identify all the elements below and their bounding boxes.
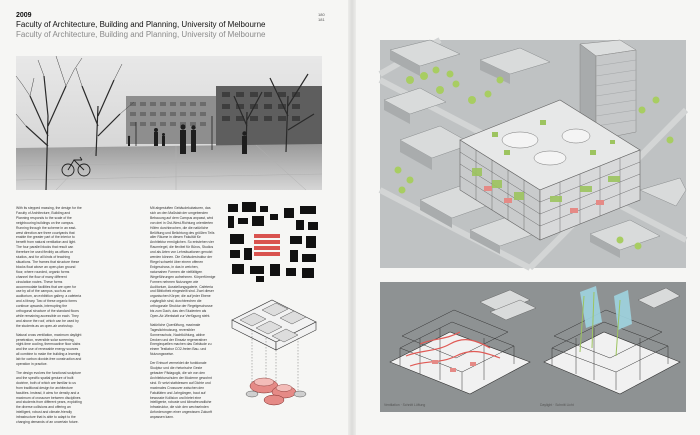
page-numbers — [318, 12, 325, 22]
body-de-paragraph: Natürliche Querlüftung, maximale Tageslichtnutzung, reversibler Sonnenschutz, Nachtkühlung, aktive Decken und der Einsatz regenerativer Energiequellen machen das Gebäude zu einem Testlabor CO2-freien Bau- und Nutzungsweise. — [150, 322, 212, 357]
section-diagrams — [380, 282, 686, 412]
body-de-paragraph: Der Entwurf vermeidet die funktionale Skulptur und die rhetorische Geste gebauter Pädagogik, die wir von den Architekturschulen der Moderne gewohnt sind. Er setzt stattdessen auf Dichte und maximales Crossover zwischen den Fakultäten und Jahrgängen, baut auf bewusste Kollision und bietet eine intelligente, robuste und klimafreundliche Infrastruktur, die sich den wechselnden Anforderungen einer ungewissen Zukunft anpassen kann. — [150, 361, 213, 420]
section-caption-daylight: Daylight · Schnitt Licht — [540, 403, 574, 407]
body-en-paragraph: Natural cross ventilation, maximum daylight penetration, reversible solar screening, night-time cooling, thermoactive floor slabs and the use of renewable energy sources all combine to make the building a learning lab for carbon dioxide-free construction and operation in practice. — [16, 332, 82, 367]
project-title: Faculty of Architecture, Building and Planning, University of Melbourne — [16, 20, 266, 29]
project-title-translation: Faculty of Architecture, Building and Planning, University of Melbourne — [16, 30, 266, 39]
page-number-left: 180 — [318, 12, 325, 17]
aerial-axonometric-render — [380, 40, 686, 268]
body-en-paragraph: With its stepped massing, the design for the Faculty of Architecture, Building and Planning responds to the scale of the neighbouring buildings on the campus. Running through the scheme in an east-west direction are three courtyards that enable the greater part of the interior to benefit from natural ventilation and light. The four parallel blocks that result can therefore be used flexibly as offices or studios, and for all kinds of teaching situations. The frames that structure these blocks float above an open-plan ground floor, where rounded, organic forms channel the flow of many different circulation routes. These forms accommodate facilities that are open for use by all of the campus, such as an auditorium, an exhibition gallery, a cafeteria and a library. Two of these organic forms continue upwards, interrupting the orthogonal structure of the standard floors while remaining accessible on each. They and above the roof, which can be used by the students as an open-air workshop. — [16, 206, 82, 328]
campus-photo — [16, 56, 322, 190]
exploded-axonometric-diagram — [222, 290, 326, 416]
section-caption-ventilation: Ventilation · Schnitt Lüftung — [384, 403, 426, 407]
site-plan-diagram — [226, 202, 322, 284]
body-text-english — [16, 206, 82, 426]
body-en-paragraph: The design evolves the functional sculpture and the specific spatial gesture of built doctrine, both of which are familiar to us from traditional design for architecture faculties. Instead, it aims for density and a maximum of crossover between disciplines and students from different years, exploiting the diverse collisions and offering an intelligent, robust and climate-friendly infrastructure that is able to adapt to the changing demands of an uncertain future. — [16, 371, 82, 425]
body-de-paragraph: Mit abgestuften Gebäudekubaturen, das sich an den Maßstab der umgebenden Bebauung auf dem Campus anpasst, wird von drei in Ost-West-Richtung orientierten Höfen durchbrochen, die die natürliche Belüftung und Belichtung des größten Teils aller Räume in diesen Fakultät für Architektur ermöglichen. So entstehen vier Raumriegel, die flexibel für Büros, Studios und als Arten von Lehrsituationen genutzt werden können. Die Gebäudestruktur der Riegel schwebt über einem offenen Erdgeschoss, in das in weichen, naturnahen Formen die vielfältigen Wegeführungen aufnehmen. Körperförmige Formen nehmen Nutzungen wie Auditorium, Ausstellungsgalerie, Cafeteria und Bibliothek eingestellt sind. Zwei dieser organischen Körper, die auf jeder Ebene zugänglich sind, durchbrechen die orthogonale Struktur der Regelgeschosse bis zum Dach, das den Studenten als Open-Air-Werkstatt zur Verfügung steht. — [150, 206, 216, 318]
body-text-german — [150, 206, 216, 420]
book-gutter — [348, 0, 356, 435]
project-year: 2009 — [16, 12, 32, 19]
page-number-right: 181 — [318, 17, 325, 22]
